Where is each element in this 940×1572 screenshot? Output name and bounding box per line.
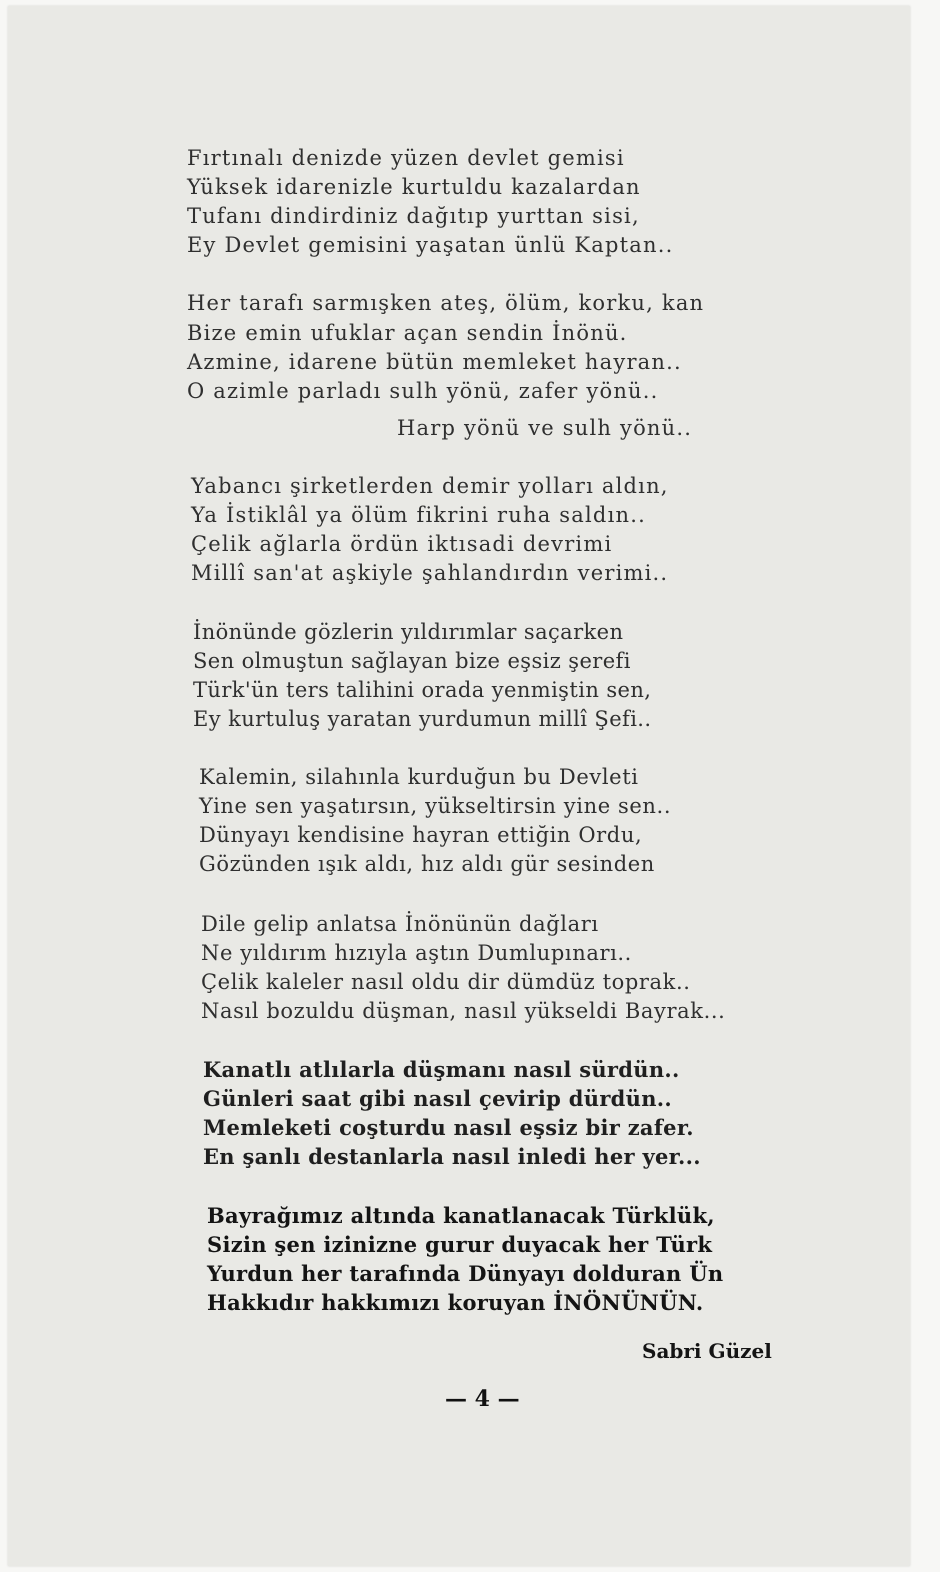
book-page	[8, 6, 910, 1566]
verse-line: Ne yıldırım hızıyla aştın Dumlupınarı..	[201, 941, 632, 965]
verse-line: Tufanı dindirdiniz dağıtıp yurttan sisi,	[187, 204, 640, 228]
verse-line: Ya İstiklâl ya ölüm fikrini ruha saldın..	[191, 503, 646, 527]
verse-line: İnönünde gözlerin yıldırımlar saçarken	[193, 620, 624, 644]
verse-line: Bize emin ufuklar açan sendin İnönü.	[187, 321, 628, 345]
verse-line: En şanlı destanlarla nasıl inledi her yer...	[203, 1144, 701, 1169]
verse-line: Azmine, idarene bütün memleket hayran..	[187, 350, 682, 374]
verse-line: Dünyayı kendisine hayran ettiğin Ordu,	[199, 823, 643, 847]
verse-line: Kalemin, silahınla kurduğun bu Devleti	[199, 765, 639, 789]
verse-line: Fırtınalı denizde yüzen devlet gemisi	[187, 146, 625, 170]
verse-line: Yüksek idarenizle kurtuldu kazalardan	[187, 175, 641, 199]
verse-line: Hakkıdır hakkımızı koruyan İNÖNÜNÜN.	[207, 1290, 704, 1315]
verse-line: Millî san'at aşkiyle şahlandırdın verimi..	[191, 561, 669, 585]
author-signature: Sabri Güzel	[642, 1339, 772, 1363]
verse-line: Ey Devlet gemisini yaşatan ünlü Kaptan..	[187, 233, 674, 257]
verse-line: Kanatlı atlılarla düşmanı nasıl sürdün..	[203, 1057, 680, 1082]
verse-line: Çelik kaleler nasıl oldu dir dümdüz toprak..	[201, 970, 691, 994]
verse-line: Memleketi coşturdu nasıl eşsiz bir zafer.	[203, 1115, 694, 1140]
verse-line: Dile gelip anlatsa İnönünün dağları	[201, 912, 599, 936]
verse-line: O azimle parladı sulh yönü, zafer yönü..	[187, 379, 659, 403]
verse-line: Yabancı şirketlerden demir yolları aldın,	[191, 474, 669, 498]
verse-line: Harp yönü ve sulh yönü..	[397, 416, 693, 440]
page-number: — 4 —	[445, 1386, 520, 1412]
verse-line: Sizin şen izinizne gurur duyacak her Türk	[207, 1232, 713, 1257]
verse-line: Günleri saat gibi nasıl çevirip dürdün..	[203, 1086, 673, 1111]
verse-line: Çelik ağlarla ördün iktısadi devrimi	[191, 532, 613, 556]
verse-line: Bayrağımız altında kanatlanacak Türklük,	[207, 1203, 715, 1228]
poem	[8, 6, 910, 1566]
verse-line: Her tarafı sarmışken ateş, ölüm, korku, kan	[187, 291, 705, 315]
verse-line: Yurdun her tarafında Dünyayı dolduran Ün	[207, 1261, 724, 1286]
verse-line: Sen olmuştun sağlayan bize eşsiz şerefi	[193, 649, 631, 673]
verse-line: Yine sen yaşatırsın, yükseltirsin yine sen..	[199, 794, 672, 818]
verse-line: Ey kurtuluş yaratan yurdumun millî Şefi..	[193, 707, 652, 731]
verse-line: Gözünden ışık aldı, hız aldı gür sesinden	[199, 852, 655, 876]
verse-line: Nasıl bozuldu düşman, nasıl yükseldi Bayrak...	[201, 999, 726, 1023]
verse-line: Türk'ün ters talihini orada yenmiştin sen,	[193, 678, 652, 702]
